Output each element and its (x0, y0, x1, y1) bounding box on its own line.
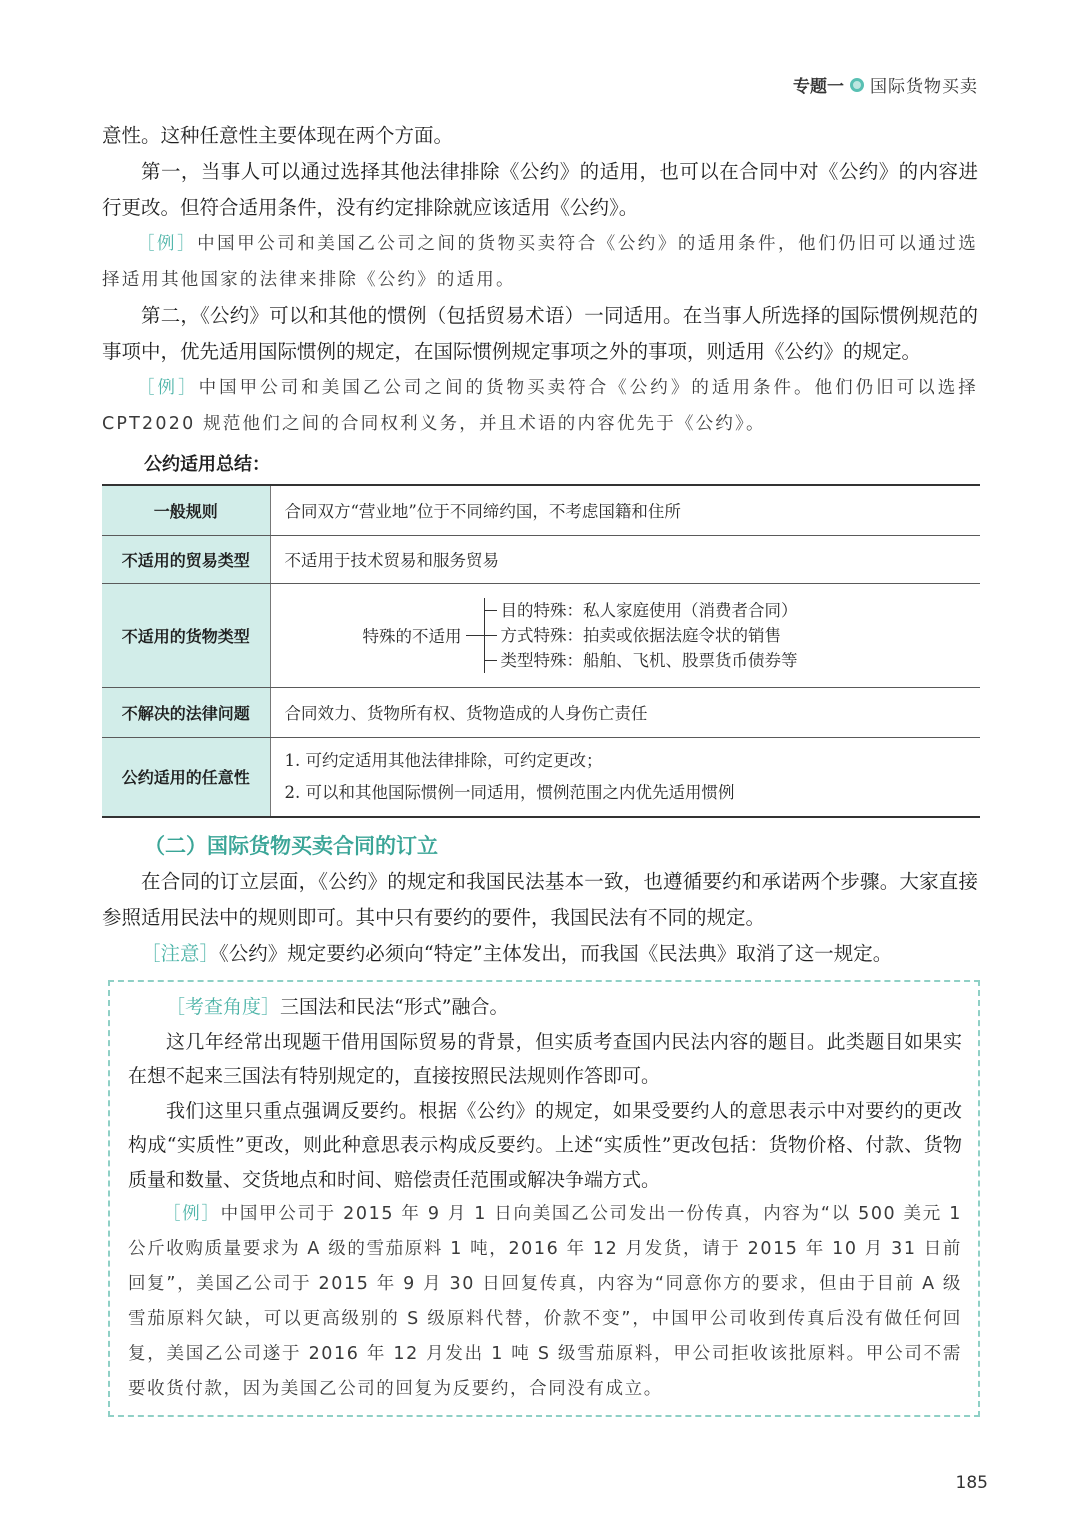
row-value: 不适用于技术贸易和服务贸易 (270, 535, 980, 583)
section-title: （二）国际货物买卖合同的订立 (144, 834, 438, 858)
row-label: 不解决的法律问题 (102, 687, 270, 737)
page-content (102, 118, 978, 1417)
example-tag: ［例］ (163, 1204, 221, 1224)
page-header (793, 72, 978, 97)
chapter-topic: 专题一 (793, 77, 844, 97)
example-text: 中国甲公司于 2015 年 9 月 1 日向美国乙公司发出一份传真，内容为“以 500 美元 1 公斤收购质量要求为 A 级的雪茄原料 1 吨，2016 年 12 月发货，请于 2015 年 10 月 31 日前回复”，美国乙公司于 2015 年 9 月 30 日回复传真，内容为“同意你方的要求，但由于目前 A 级雪茄原料欠缺，可以更高级别的 S 级原料代替，价款不变”，中国甲公司收到传真后没有做任何回复，美国乙公司遂于 2016 年 12 月发出 1 吨 S 级雪茄原料，甲公司拒收该批原料。甲公司不需要收货付款，因为美国乙公司的回复为反要约，合同没有成立。 (128, 1204, 962, 1399)
row-label: 不适用的货物类型 (102, 583, 270, 687)
list-item: 1. 可约定适用其他法律排除，可约定更改； (284, 750, 603, 770)
row-label: 不适用的贸易类型 (102, 535, 270, 583)
paragraph-first-aspect: 第一，当事人可以通过选择其他法律排除《公约》的适用，也可以在合同中对《公约》的内容进行更改。但符合适用条件，没有约定排除就应该适用《公约》。 (102, 160, 978, 219)
box-paragraph-1: 这几年经常出现题干借用国际贸易的背景，但实质考查国内民法内容的题目。此类题目如果实在想不起来三国法有特别规定的，直接按照民法规则作答即可。 (128, 1030, 962, 1087)
table-row (102, 737, 980, 817)
exam-angle-box (108, 980, 980, 1417)
note-text: 《公约》规定要约必须向“特定”主体发出，而我国《民法典》取消了这一规定。 (219, 942, 893, 965)
row-value: 合同双方“营业地”位于不同缔约国，不考虑国籍和住所 (270, 485, 980, 535)
exam-angle-tag: ［考查角度］ (166, 996, 281, 1018)
summary-title: 公约适用总结： (144, 454, 270, 475)
example-tag: ［例］ (137, 234, 198, 254)
row-value (270, 737, 980, 817)
example-tag: ［例］ (137, 378, 199, 398)
example-2 (102, 370, 978, 442)
row-label: 公约适用的任意性 (102, 737, 270, 817)
table-row (102, 687, 980, 737)
list-item: 2. 可以和其他国际惯例一同适用，惯例范围之内优先适用惯例 (284, 782, 735, 802)
example-text: 中国甲公司和美国乙公司之间的货物买卖符合《公约》的适用条件。他们仍旧可以选择 CPT2020 规范他们之间的合同权利义务，并且术语的内容优先于《公约》。 (102, 378, 978, 434)
bracket-connector (466, 635, 484, 636)
paragraph-continuation: 意性。这种任意性主要体现在两个方面。 (102, 124, 454, 147)
bracket-diagram (363, 598, 981, 673)
note-paragraph (102, 936, 978, 972)
paragraph-second-aspect: 第二，《公约》可以和其他的惯例（包括贸易术语）一同适用。在当事人所选择的国际惯例规范的事项中，优先适用国际惯例的规定，在国际惯例规定事项之外的事项，则适用《公约》的规定。 (102, 304, 978, 363)
bracket-items (484, 598, 798, 673)
bracket-item: 方式特殊：拍卖或依据法庭令状的销售 (485, 623, 798, 648)
table-row (102, 485, 980, 535)
bracket-lead: 特殊的不适用 (362, 627, 462, 646)
box-paragraph-2: 我们这里只重点强调反要约。根据《公约》的规定，如果受要约人的意思表示中对要约的更改构成“实质性”更改，则此种意思表示构成反要约。上述“实质性”更改包括：货物价格、付款、货物质量和数量、交货地点和时间、赔偿责任范围或解决争端方式。 (128, 1099, 962, 1191)
row-value (270, 583, 980, 687)
row-label: 一般规则 (102, 485, 270, 535)
exam-angle-text: 三国法和民法“形式”融合。 (280, 996, 509, 1018)
chapter-subtitle: 国际货物买卖 (870, 77, 978, 97)
table-row (102, 535, 980, 583)
bracket-item: 类型特殊：船舶、飞机、股票货币债券等 (485, 648, 798, 673)
note-tag: ［注意］ (141, 942, 220, 965)
paragraph-formation: 在合同的订立层面，《公约》的规定和我国民法基本一致，也遵循要约和承诺两个步骤。大家直接参照适用民法中的规则即可。其中只有要约的要件，我国民法有不同的规定。 (102, 870, 978, 929)
example-text: 中国甲公司和美国乙公司之间的货物买卖符合《公约》的适用条件，他们仍旧可以通过选择适用其他国家的法律来排除《公约》的适用。 (102, 234, 979, 290)
page-number: 185 (955, 1473, 988, 1493)
table-row (102, 583, 980, 687)
circle-bullet-icon (850, 78, 864, 92)
box-example (128, 1197, 962, 1407)
example-1 (102, 226, 978, 298)
bracket-item: 目的特殊：私人家庭使用（消费者合同） (485, 598, 798, 623)
exam-angle-heading (128, 990, 962, 1025)
summary-table (102, 484, 980, 818)
row-value: 合同效力、货物所有权、货物造成的人身伤亡责任 (270, 687, 980, 737)
